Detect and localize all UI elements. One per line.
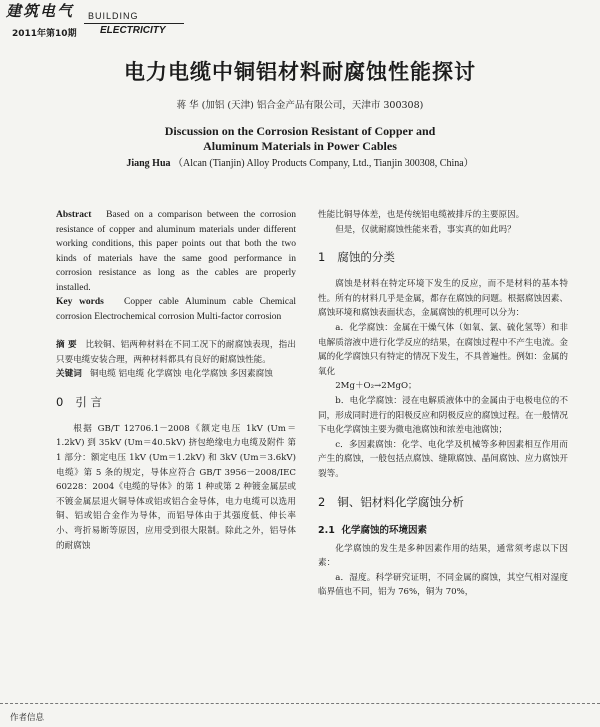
section-heading-1 [318,249,568,265]
s1-item-c: c．多因素腐蚀：化学、电化学及机械等多种因素相互作用而产生的腐蚀，一般包括点腐蚀、缝隙腐蚀、晶间腐蚀、应力腐蚀开裂等。 [318,439,568,479]
subsection-title: 化学腐蚀的环境因素 [341,524,427,536]
keywords-label: Key words [56,297,104,307]
journal-name-en-line2: ELECTRICITY [100,25,166,36]
s1-equation: 2Mg＋O₂→2MgO； [335,381,417,392]
section-title: 腐蚀的分类 [337,250,395,265]
section-heading-intro [56,394,296,410]
article-title-en [0,124,600,154]
guanjianci-text: 铜电缆 铝电缆 化学腐蚀 电化学腐蚀 多因素腐蚀 [90,369,273,380]
author-line-en [0,154,600,169]
s1-item-b: b．电化学腐蚀：浸在电解质液体中的金属由于电极电位的不同，形成同时进行的阳极反应和阴极反应的腐蚀过程。在一般情况下电化学腐蚀主要为微电池腐蚀和浓差电池腐蚀； [318,395,568,436]
abstract-label: Abstract [56,210,92,220]
section-heading-2 [318,494,568,510]
subsection-heading-2-1 [318,522,568,536]
journal-name-en-line1: BUILDING [88,11,139,21]
keywords-en [56,295,296,324]
section-number: 0 [56,394,64,409]
abstract-cn [56,338,296,367]
question-paragraph: 但是，仅就耐腐蚀性能来看，事实真的如此吗？ [335,224,516,235]
zhaiyao-label: 摘 要 [56,340,77,350]
title-en-line2: Aluminum Materials in Power Cables [203,139,397,153]
section-number: 2 [318,494,326,509]
author-line-cn: 蒋 华 (加铝 (天津) 铝合金产品有限公司，天津市 300308) [176,100,424,111]
section-number: 1 [318,250,326,265]
s21-paragraph-1: 化学腐蚀的发生是多种因素作用的结果，通常须考虑以下因素： [318,543,568,569]
continued-paragraph: 性能比铜导体差，也是传统铝电缆被排斥的主要原因。 [318,210,525,220]
keywords-cn [56,367,296,382]
right-column [318,208,568,600]
section-title: 引 言 [75,394,102,409]
issue-number: 2011年第10期 [12,29,77,39]
abstract-en [56,208,296,295]
author-en-affiliation: （Alcan (Tianjin) Alloy Products Company, Ltd., Tianjin 300308, China） [173,158,474,169]
abstract-text: Based on a comparison between the corrosion resistance of copper and aluminum materials under different working conditions, this paper points out that both the two kinds of materials have the same good performance in corrosion resistance as long as the cables are properly installed. [56,210,296,293]
zhaiyao-text: 比较铜、铝两种材料在不同工况下的耐腐蚀表现，指出只要电缆安装合理，两种材料都具有良好的耐腐蚀性能。 [56,340,296,365]
journal-name-cn: 建筑电气 [6,2,75,20]
intro-paragraph: 根据 GB/T 12706.1－2008《额定电压 1kV (Um＝1.2kV) 到 35kV (Um＝40.5kV) 挤包绝缘电力电缆及附件 第 1 部分：额定电压 1kV (Um＝1.2kV) 和 3kV (Um＝3.6kV) 电缆》第 5 条的规定，导体应符合 GB/T 3956－2008/IEC 60228：2004《电缆的导体》的第 1 种或第 2 种镀金属层或不镀金属层退火铜导体或铝或铝合金导体，电力电缆可以选用铜、铝或铝合金作为导体，而铝导体由于其强度低、伸长率小、弯折易断等原因，应用受到很大限制。除此之外，铝导体的耐腐蚀 [56,423,296,551]
guanjianci-label: 关键词 [56,369,82,380]
article-title-cn: 电力电缆中铜铝材料耐腐蚀性能探讨 [124,60,476,84]
keywords-text: Copper cable Aluminum cable Chemical corrosion Electrochemical corrosion Multi-factor corrosion [56,297,297,322]
s1-item-a: a．化学腐蚀：金属在干燥气体（如氧、氯、硫化氢等）和非电解质溶液中进行化学反应的结果，在腐蚀过程中不产生电流。金属的化学腐蚀只有特定的情况下发生，不具普遍性。例如：金属的氧化 [318,322,568,377]
header-rule [84,23,184,24]
section-title: 铜、铝材料化学腐蚀分析 [337,494,464,509]
footer-divider [0,703,600,704]
s1-paragraph-1: 腐蚀是材料在特定环境下发生的反应，而不是材料的基本特性。所有的材料几乎是金属，都存在腐蚀的问题。根据腐蚀因素、腐蚀环境和腐蚀表面状态，金属腐蚀的机理可以分为： [318,279,568,319]
footer-author-info: 作者信息 [10,713,45,723]
left-column [56,208,296,553]
subsection-number: 2.1 [318,524,335,536]
author-en-name: Jiang Hua [126,158,171,169]
s21-item-a: a．湿度。科学研究证明，不同金属的腐蚀，其空气相对湿度临界值也不同，铝为 76%，铜为 70%， [318,572,568,598]
title-en-line1: Discussion on the Corrosion Resistant of Copper and [164,124,436,138]
